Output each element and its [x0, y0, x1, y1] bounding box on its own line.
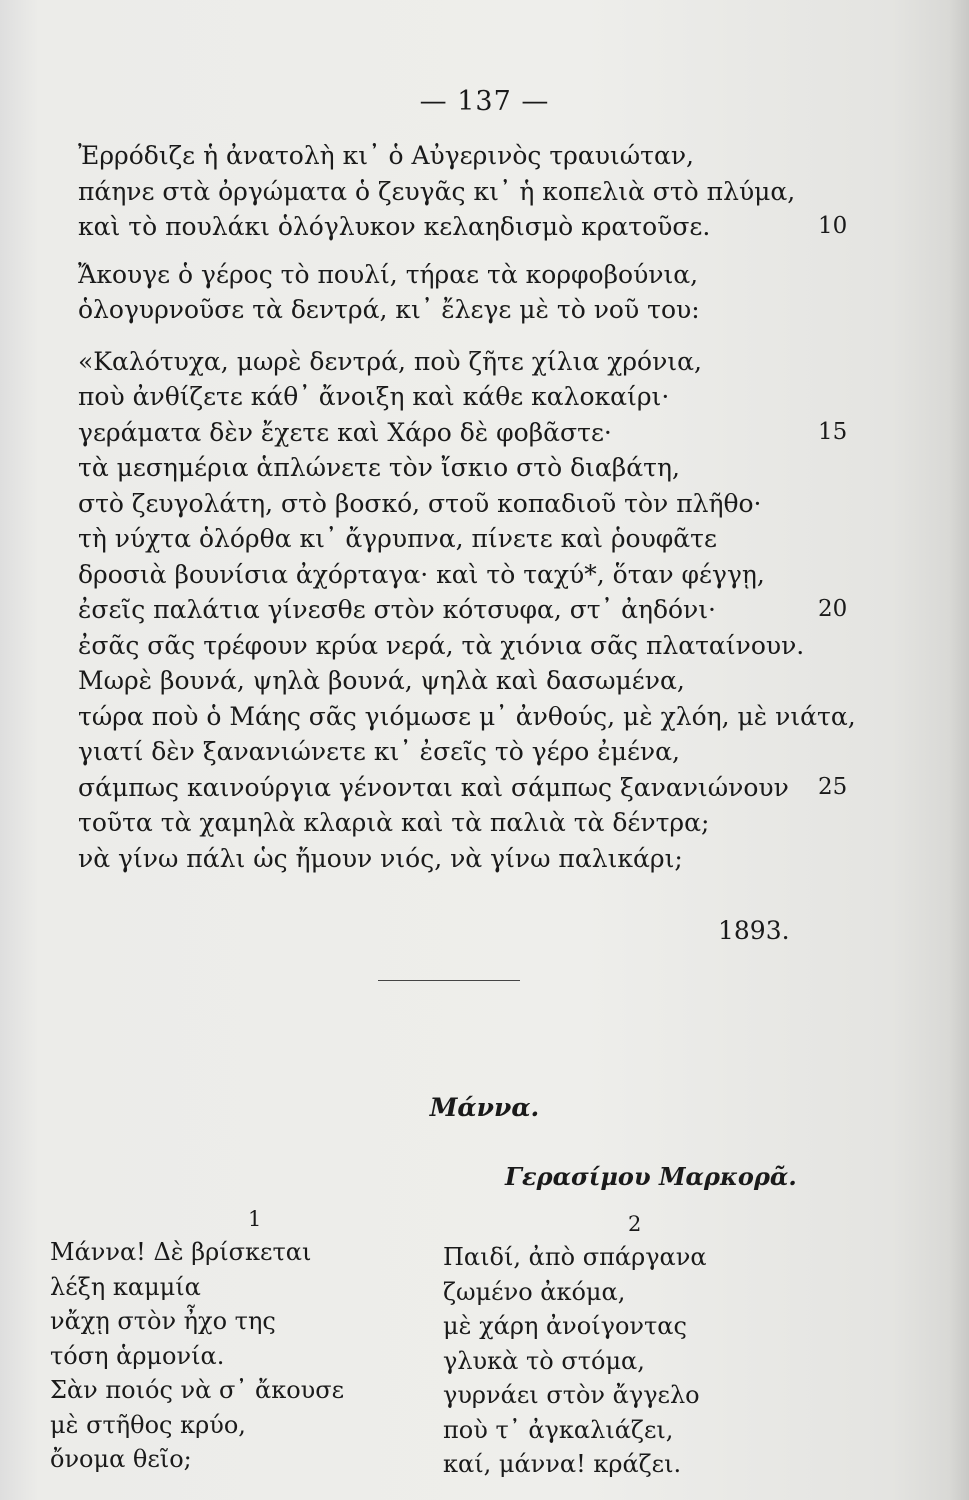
poem-body: [78, 138, 858, 876]
verse-line: γυρνάει στὸν ἄγγελο: [443, 1381, 700, 1409]
verse-line: τὴ νύχτα ὁλόρθα κι᾽ ἄγρυπνα, πίνετε καὶ ῥουφᾶτε: [78, 524, 717, 553]
verse-line: γιατί δὲν ξανανιώνετε κι᾽ ἐσεῖς τὸ γέρο ἐμένα,: [78, 737, 680, 766]
verse-line: νὰ γίνω πάλι ὡς ἤμουν νιός, νὰ γίνω παλικάρι;: [78, 843, 683, 873]
verse-line: λέξη καμμία: [50, 1272, 201, 1301]
poem-author: Γερασίμου Μαρκορᾶ.: [505, 1162, 797, 1191]
page-number: — 137 —: [419, 86, 550, 117]
verse-line: γλυκὰ τὸ στόμα,: [443, 1346, 645, 1375]
verse-line: πάηνε στὰ ὀργώματα ὁ ζευγᾶς κι᾽ ἡ κοπελιὰ στὸ πλύμα,: [78, 176, 796, 206]
verse-line: ποὺ τ᾽ ἀγκαλιάζει,: [443, 1415, 674, 1444]
verse-line: ὄνομα θεῖο;: [50, 1445, 192, 1473]
verse-line: τοῦτα τὰ χαμηλὰ κλαριὰ καὶ τὰ παλιὰ τὰ δέντρα;: [78, 808, 710, 837]
verse-line: γεράματα δὲν ἔχετε καὶ Χάρο δὲ φοβᾶστε· 15: [78, 415, 858, 451]
part-number: 1: [248, 1207, 262, 1231]
section-divider: [378, 980, 520, 981]
verse-line: σάμπως καινούργια γένονται καὶ σάμπως ξανανιώνουν 25: [78, 770, 858, 806]
verse-line: καί, μάννα! κράζει.: [443, 1450, 682, 1478]
verse-line: Ἄκουγε ὁ γέρος τὸ πουλί, τήραε τὰ κορφοβούνια,: [78, 259, 699, 289]
verse-line: Μάννα! Δὲ βρίσκεται: [50, 1238, 312, 1266]
part-number: 2: [628, 1212, 642, 1236]
verse-line: μὲ στῆθος κρύο,: [50, 1410, 246, 1439]
line-number: 15: [818, 418, 848, 445]
line-number: 20: [818, 596, 848, 622]
poem-date: 1893.: [718, 916, 790, 945]
line-number: 25: [818, 773, 848, 800]
verse-line: τόση ἁρμονία.: [50, 1341, 225, 1370]
verse-line: ὁλογυρνοῦσε τὰ δεντρά, κι᾽ ἔλεγε μὲ τὸ νοῦ του:: [78, 295, 700, 324]
verse-line: τώρα ποὺ ὁ Μάης σᾶς γιόμωσε μ᾽ ἀνθούς, μὲ χλόη, μὲ νιάτα,: [78, 701, 856, 731]
verse-line: «Καλότυχα, μωρὲ δεντρά, ποὺ ζῆτε χίλια χρόνια,: [78, 346, 702, 376]
verse-line: Μωρὲ βουνά, ψηλὰ βουνά, ψηλὰ καὶ δασωμένα,: [78, 666, 685, 695]
verse-line: μὲ χάρη ἀνοίγοντας: [443, 1312, 687, 1340]
poem-part-1: [50, 1203, 410, 1477]
verse-line: Ἐρρόδιζε ἡ ἀνατολὴ κι᾽ ὁ Αὐγερινὸς τραυιώταν,: [78, 141, 694, 170]
verse-line: Παιδί, ἀπὸ σπάργανα: [443, 1243, 707, 1271]
verse-line: δροσιὰ βουνίσια ἀχόρταγα· καὶ τὸ ταχύ*, ὅταν φέγγῃ,: [78, 559, 765, 589]
verse-line: ζωμένο ἀκόμα,: [443, 1277, 626, 1306]
verse-line: ἐσεῖς παλάτια γίνεσθε στὸν κότσυφα, στ᾽ ἀηδόνι· 20: [78, 592, 858, 628]
verse-line: ἐσᾶς σᾶς τρέφουν κρύα νερά, τὰ χιόνια σᾶς πλαταίνουν.: [78, 630, 805, 660]
verse-line: τὰ μεσημέρια ἁπλώνετε τὸν ἴσκιο στὸ διαβάτη,: [78, 453, 680, 482]
verse-line: στὸ ζευγολάτη, στὸ βοσκό, στοῦ κοπαδιοῦ τὸν πλῆθο·: [78, 488, 762, 518]
poem-title: Μάννα.: [429, 1093, 540, 1122]
poem-part-2: [443, 1208, 803, 1482]
verse-line: καὶ τὸ πουλάκι ὁλόγλυκον κελαηδισμὸ κρατοῦσε. 10: [78, 209, 858, 245]
page-edge-shadow: [949, 0, 969, 1500]
verse-line: Σὰν ποιός νὰ σ᾽ ἄκουσε: [50, 1376, 345, 1404]
verse-line: ποὺ ἀνθίζετε κάθ᾽ ἄνοιξη καὶ κάθε καλοκαίρι·: [78, 382, 670, 411]
verse-line: νἄχῃ στὸν ἦχο της: [50, 1307, 276, 1335]
line-number: 10: [818, 213, 848, 239]
